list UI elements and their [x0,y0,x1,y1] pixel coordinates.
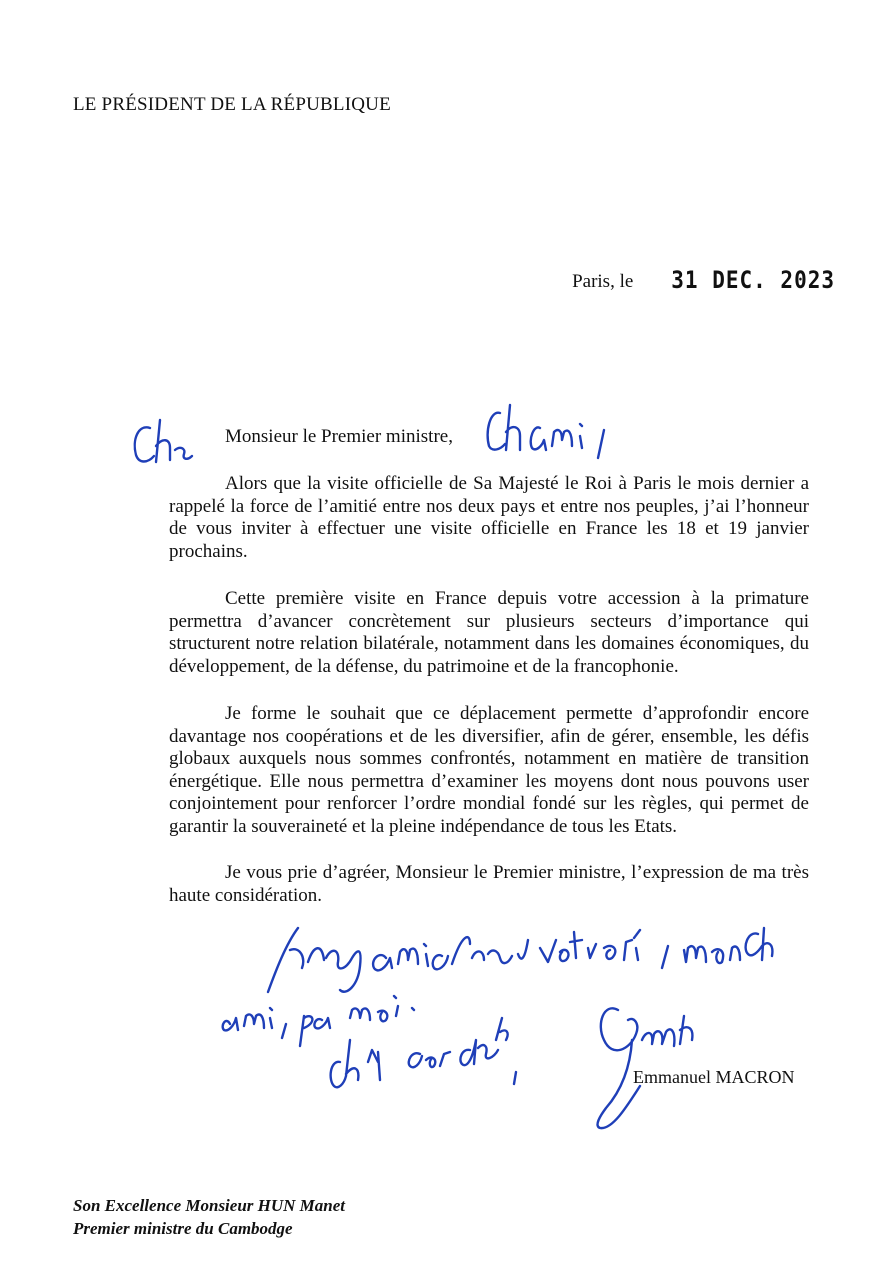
handwriting-cher-ami [488,405,604,458]
date-stamp: 31 DEC. 2023 [671,266,835,294]
paragraph-1: Alors que la visite officielle de Sa Majesté le Roi à Paris le mois dernier a rappelé la force de l’amitié entre nos deux pays et entre nos peuples, j’ai l’honneur de vous inviter à effectuer une visite officielle en France les 18 et 19 janvier prochains. [169,473,809,562]
handwriting-cher [135,420,192,462]
salutation: Monsieur le Premier ministre, [225,426,453,447]
addressee-block [73,1194,345,1240]
date-line [572,268,835,293]
addressee-title: Premier ministre du Cambodge [73,1219,293,1238]
signer-name: Emmanuel MACRON [633,1067,795,1087]
handwriting-line-3 [331,1018,516,1087]
handwriting-line-1 [268,928,772,992]
place-label: Paris, le [572,271,634,292]
addressee-name: Son Excellence Monsieur HUN Manet [73,1196,346,1215]
paragraph-4: Je vous prie d’agréer, Monsieur le Premier ministre, l’expression de ma très haute considération. [169,862,809,906]
letterhead: LE PRÉSIDENT DE LA RÉPUBLIQUE [73,94,391,115]
handwriting-line-2 [223,996,414,1046]
paragraph-2: Cette première visite en France depuis votre accession à la primature permettra d’avancer concrètement sur plusieurs secteurs d’importance qui structurent notre relation bilatérale, notamment dans les domaines économiques, du développement, de la défense, du patrimoine et de la francophonie. [169,588,809,677]
paragraph-3: Je forme le souhait que ce déplacement permette d’approfondir encore davantage nos coopérations et de les diversifier, afin de gérer, ensemble, les défis globaux auxquels nous sommes confrontés, notamment en matière de transition énergétique. Elle nous permettra d’examiner les moyens dont nous pouvons user conjointement pour renforcer l’ordre mondial fondé sur les règles, qui permet de garantir la souveraineté et la pleine indépendance de tous les Etats. [169,703,809,837]
